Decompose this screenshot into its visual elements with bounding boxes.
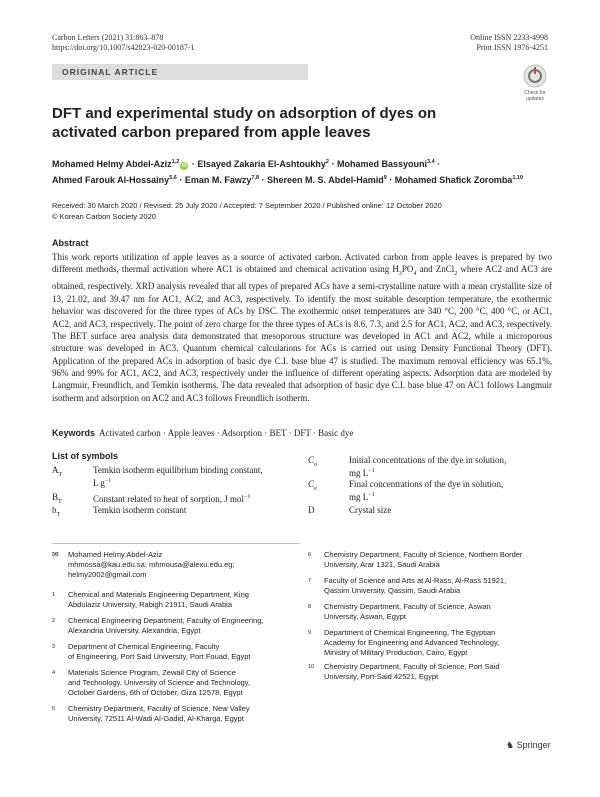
author-list: Mohamed Helmy Abdel-Aziz$^{1,2}$iD · Elsayed Zakaria El-Ashtoukhy$^2$ · Mohamed Bassyouni$^{3,4}$ · Ahmed Farouk Al-Hossainy$^{5,6}$ · Eman M. Fawzy$^{7,8}$ · Shereen M. S. Abdel-Hamid$^9$ · Mohamed Shafick Zoromba$^{1,10}$ — [52, 159, 524, 185]
author: Ahmed Farouk Al-Hossainy$^{5,6}$ — [52, 175, 177, 185]
dates-line: Received: 30 March 2020 / Revised: 25 July 2020 / Accepted: 7 September 2020 / Published online: 12 October 2020 — [52, 201, 442, 210]
author: Shereen M. S. Abdel-Hamid$^9$ — [267, 175, 387, 185]
author: Eman M. Fawzy$^{7,8}$ — [184, 175, 260, 185]
issn-header — [470, 33, 548, 53]
symbols-heading: List of symbols — [52, 451, 119, 461]
springer-horse-icon: ♞ — [506, 740, 515, 750]
footnote-divider — [52, 543, 300, 544]
keywords-label: Keywords — [52, 428, 96, 438]
contact-email[interactable]: mhmossa@kau.edu.sa; mhmousa@alexu.edu.eg; — [68, 560, 235, 569]
symbols-right: $C_o$ Initial concentrations of the dye in solution, mg $L^{-1}$ $C_e$ Final concentrations of the dye in solution, mg $L^{-1}$ D Crystal size — [308, 455, 507, 515]
abstract-text: and ZnCl — [419, 264, 455, 275]
abstract-text: where AC2 and AC3 are obtained, respectively. XRD analysis revealed that all types of prepared ACs have a semi-crystalline nature with a mean crystallite size of 13, 21.02, and 39.47 nm for AC1, AC2, and AC3, respectively. To identify the most suitable desorption temperature, the exothermic behavior was discovered for the three types of ACs by DSC. The exothermic onset temperatures are 340 °C, 200 °C, 400 °C, or AC1, AC2, and AC3, respectively. The point of zero charge for the three types of ACs is 8.6, 7.3, and 2.5 for AC1, AC2, and AC3, respectively. The BET surface area analysis data demonstrated that mesoporous structure was developed in AC1 and AC2, while a microporous structure was developed in AC3. Quantum chemical calculations for ACs is carried out using Density Functional Theory (DFT). Application of the prepared ACs in adsorption of basic dye C.I. base blue 47 is studied. The maximum removal efficiency was 65.1%, 96% and 99% for AC1, AC2, and AC3, respectively under the influence of different operating aspects. Adsorption data are modeled by Langmuir, Freundlich, and Temkin isotherms. The data revealed that adsorption of basic dye C.I. base blue 47 on AC1 follows Langmuir isotherm and adsorption on AC2 and AC3 follows Freundlich isotherm. — [52, 264, 553, 403]
affiliations-right: 6 Chemistry Department, Faculty of Science, Northern Border University, Arar 1321, Saudi Arabia 7 Faculty of Science and Arts at Al-Rass, Al-Rass 51921, Qassim University, Qassim, Saudi Arabia 8 Chemistry Department, Faculty of Science, Aswan University, Aswan, Egypt 9 Department of Chemical Engineering, The Egyptian Academy for Engineering and Advanced Technology, Ministry of Military Production, Cairo, Egypt 10 Chemistry Department, Faculty of Science, Port Said University, Port-Said 42521, Egypt — [308, 550, 523, 681]
contact-email[interactable]: helmy2002@gmail.com — [68, 570, 147, 579]
abstract-heading: Abstract — [52, 238, 89, 248]
check-for-updates-badge[interactable] — [518, 64, 552, 104]
keywords-text: Activated carbon · Apple leaves · Adsorption · BET · DFT · Basic dye — [99, 428, 354, 438]
affiliations-left: ✉ Mohamed Helmy Abdel-Aziz mhmossa@kau.edu.sa; mhmousa@alexu.edu.eg; helmy2002@gmail.com 1 Chemical and Materials Engineering Department, King Abdulaziz University, Rabigh 21911, Saudi Arabia 2 Chemical Engineering Department, Faculty of Engineering, Alexandria University, Alexandria, Egypt 3 Department of Chemical Engineering, Faculty of Engineering, Port Said University, Port Fouad, Egypt 4 Materials Science Program, Zewail City of Science and Technology, University of Science and Technology, October Gardens, 6th of October, Giza 12578, Egypt 5 Chemistry Department, Faculty of Science, New Valley University, 72511 Al-Wadi Al-Gadid, Al-Kharga, Egypt — [52, 550, 302, 730]
copyright-line: © Korean Carbon Society 2020 — [52, 212, 156, 221]
author: Mohamed Helmy Abdel-Aziz$^{1,2}$ — [52, 159, 180, 169]
contact-name: Mohamed Helmy Abdel-Aziz — [68, 550, 163, 559]
issn-print: Print ISSN 1976-4251 — [476, 43, 548, 52]
publisher-logo — [506, 740, 551, 751]
keywords — [52, 428, 353, 438]
orcid-icon[interactable]: iD — [181, 163, 187, 169]
author: Mohamed Shafick Zoromba$^{1,10}$ — [394, 175, 524, 185]
publication-dates — [52, 200, 442, 222]
envelope-icon: ✉ — [52, 550, 59, 559]
article-title: DFT and experimental study on adsorption of dyes on activated carbon prepared from apple leaves — [52, 105, 437, 141]
doi-link[interactable]: https://doi.org/10.1007/s42823-020-00187-1 — [52, 43, 195, 52]
abstract-text: This work reports utilization of apple leaves as a source of activated carbon. Activated carbon from apple leaves is prepared by two different methods, thermal activation where AC1 is obtained and chemical activation using H — [52, 252, 552, 275]
author: Mohamed Bassyouni$^{3,4}$ — [336, 159, 435, 169]
journal-header — [52, 33, 195, 53]
badge-line2: updates — [526, 96, 544, 102]
badge-line1: Check for — [524, 90, 546, 96]
journal-citation: Carbon Letters (2021) 31:863–878 — [52, 33, 164, 42]
check-for-updates-icon — [523, 64, 547, 88]
publisher-name: Springer — [516, 740, 551, 750]
symbols-left: $A_T$ Temkin isotherm equilibrium binding constant, L $g^{-1}$ $B_T$ Constant related to heat of sorption, J mol$^{-1}$ $b_T$ Temkin isotherm constant — [52, 465, 263, 518]
abstract-body: This work reports utilization of apple leaves as a source of activated carbon. Activated carbon from apple leaves is prepared by two different methods, thermal activation where AC1 is obtained and chemical activation using $H_3PO_4$ and ZnCl$_2$ where AC2 and AC3 are obtained, respectively. XRD analysis revealed that all types of prepared ACs have a semi-crystalline nature with a mean crystallite size of 13, 21.02, and 39.47 nm for AC1, AC2, and AC3, respectively. To identify the most suitable desorption temperature, the exothermic behavior was discovered for the three types of ACs by DSC. The exothermic onset temperatures are 340 °C, 200 °C, 400 °C, or AC1, AC2, and AC3, respectively. The point of zero charge for the three types of ACs is 8.6, 7.3, and 2.5 for AC1, AC2, and AC3, respectively. The BET surface area analysis data demonstrated that mesoporous structure was developed in AC1 and AC2, while a microporous structure was developed in AC3. Quantum chemical calculations for ACs is carried out using Density Functional Theory (DFT). Application of the prepared ACs in adsorption of basic dye C.I. base blue 47 is studied. The maximum removal efficiency was 65.1%, 96% and 99% for AC1, AC2, and AC3, respectively under the influence of different operating aspects. Adsorption data are modeled by Langmuir, Freundlich, and Temkin isotherms. The data revealed that adsorption of basic dye C.I. base blue 47 on AC1 follows Langmuir isotherm and adsorption on AC2 and AC3 follows Freundlich isotherm. — [52, 252, 553, 403]
article-type-banner: ORIGINAL ARTICLE — [52, 64, 308, 80]
author: Elsayed Zakaria El-Ashtoukhy$^2$ — [197, 159, 329, 169]
issn-online: Online ISSN 2233-4998 — [470, 33, 548, 42]
